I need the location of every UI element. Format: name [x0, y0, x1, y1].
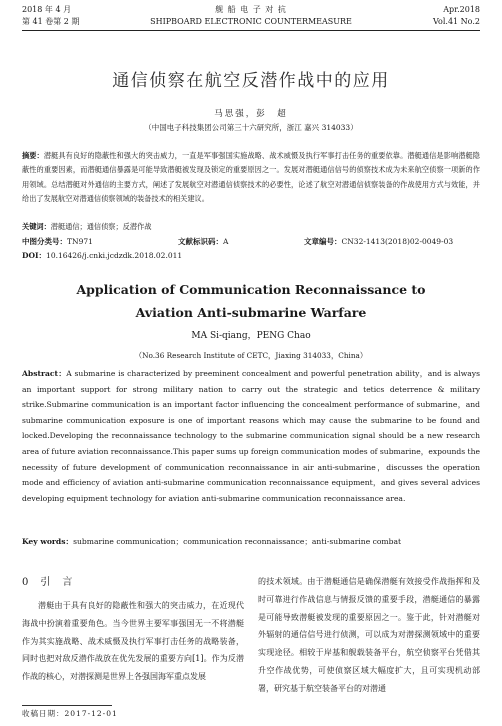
article-number: [304, 236, 453, 248]
keywords-en-text: submarine communication；communication reconnaissance；anti-submarine combat: [73, 537, 402, 546]
header-date: 2018 年 4 月: [22, 5, 72, 14]
document-code: [178, 236, 228, 248]
abstract-cn-label: 摘要：: [22, 151, 44, 160]
keywords-en-label: Key words：: [22, 537, 74, 546]
clc-number: [22, 236, 93, 248]
keywords-cn-label: 关键词：: [22, 222, 51, 231]
affiliation-en: （No.36 Research Institute of CETC，Jiaxing 314033，China）: [134, 351, 368, 360]
paper-title-en-line2: Aviation Anti-submarine Warfare: [135, 305, 367, 320]
received-date: 收稿日期：2017-12-01: [22, 709, 118, 718]
journal-name-en: SHIPBOARD ELECTRONIC COUNTERMEASURE: [150, 17, 352, 26]
paper-title-en-line1: Application of Communication Reconnaissance to: [76, 282, 426, 297]
journal-name: [0, 4, 502, 28]
keywords-cn: [22, 221, 480, 233]
doccode-label: 文献标识码：: [178, 237, 223, 246]
article-label: 文章编号：: [304, 237, 342, 246]
header-date-en: Apr.2018: [443, 5, 480, 14]
authors-en: MA Si-qiang，PENG Chao: [191, 331, 311, 341]
footnote-rule: [22, 705, 112, 706]
abstract-en-label: Abstract：: [22, 369, 67, 378]
article-value: CN32-1413(2018)02-0049-03: [341, 237, 454, 246]
doi-value: 10.16426/j.cnki.jcdzdk.2018.02.011: [46, 251, 183, 260]
authors-cn: 马思强，彭 超: [214, 109, 288, 119]
abstract-cn: [22, 149, 480, 206]
intro-paragraph-left: 潜艇由于具有良好的隐蔽性和强大的突击威力，在近现代海战中扮演着重要角色。当今世界主要军事强国无一不将潜艇作为其实施战略、战术威慑及执行军事打击任务的战略装备，同时也把对敌反潜作战放在优先发展的重要方向[1]。作为反潜作战的核心，对潜探测是世界上各强国海军重点发展: [22, 601, 244, 682]
keywords-cn-text: 潜艇通信；通信侦察；反潜作战: [50, 222, 152, 231]
abstract-en: [22, 366, 480, 506]
intro-paragraph-right: 的技术领域。由于潜艇通信是确保潜艇有效接受作战指挥和及时可靠进行作战信息与情报反馈的重要手段，潜艇通信的暴露是可能导致潜艇被发现的重要原因之一。鉴于此，针对潜艇对外辐射的通信信号进行侦测，可以成为对潜探测领域中的重要实现途径。相较于岸基和舰载装备平台，航空侦察平台凭借其升空作战优势，可使侦察区域大幅度扩大，且可实现机动部署，研究基于航空装备平台的对潜通: [258, 577, 480, 693]
doccode-value: A: [223, 237, 229, 246]
header-volume: 第 41 卷第 2 期: [22, 17, 80, 26]
section-heading-intro: 0 引 言: [22, 577, 74, 588]
abstract-cn-text: 潜艇具有良好的隐蔽性和强大的突击威力，一直是军事强国实施战略、战术威慑及执行军事打击任务的重要依靠。潜艇通信是影响潜艇隐蔽性的重要因素，而潜艇通信暴露是可能导致潜艇被发现及锁定的重要原因之一。发展对潜艇通信信号的侦察技术成为未来航空侦察一项新的作用领域。总结潜艇对外通信的主要方式，阐述了发展航空对潜通信侦察技术的必要性，论述了航空对潜通信侦察装备的作战使用方式与效能，并给出了发展航空对潜通信侦察领域的装备技术的相关建议。: [22, 151, 480, 203]
keywords-en: [22, 536, 401, 548]
abstract-en-text: A submarine is characterized by preeminent concealment and powerful penetration ability，and is always an important support for strong military nation to carry out the strategic and tetics deterrence & military strike.Submarine communication is an important factor influencing the concealment performance of submarine，and submarine communication exposure is one of important reasons which may cause the submarine to be found and locked.Developing the reconnaissance technology to the submarine communication signal should be a new research area of future aviation reconnaissance.This paper sums up foreign communication modes of submarine，expounds the necessity of future development of communication reconnaissance in air anti-submarine，discusses the operation mode and efficiency of aviation anti-submarine communication reconnaissance equipment，and gives several advices developing equipment technology for aviation anti-submarine communication reconnaissance area.: [22, 369, 480, 503]
clc-label: 中图分类号：: [22, 237, 67, 246]
affiliation-cn: （中国电子科技集团公司第三十六研究所，浙江 嘉兴 314033）: [144, 123, 358, 132]
paper-title-cn: 通信侦察在航空反潜作战中的应用: [112, 71, 390, 91]
journal-name-cn: 舰 船 电 子 对 抗: [215, 5, 287, 14]
header-volume-en: Vol.41 No.2: [433, 17, 480, 26]
header-rule: [22, 30, 480, 31]
clc-value: TN971: [67, 237, 93, 246]
doi-label: DOI：: [22, 251, 47, 260]
journal-date-volume-en: [433, 4, 480, 28]
doi: [22, 250, 182, 262]
